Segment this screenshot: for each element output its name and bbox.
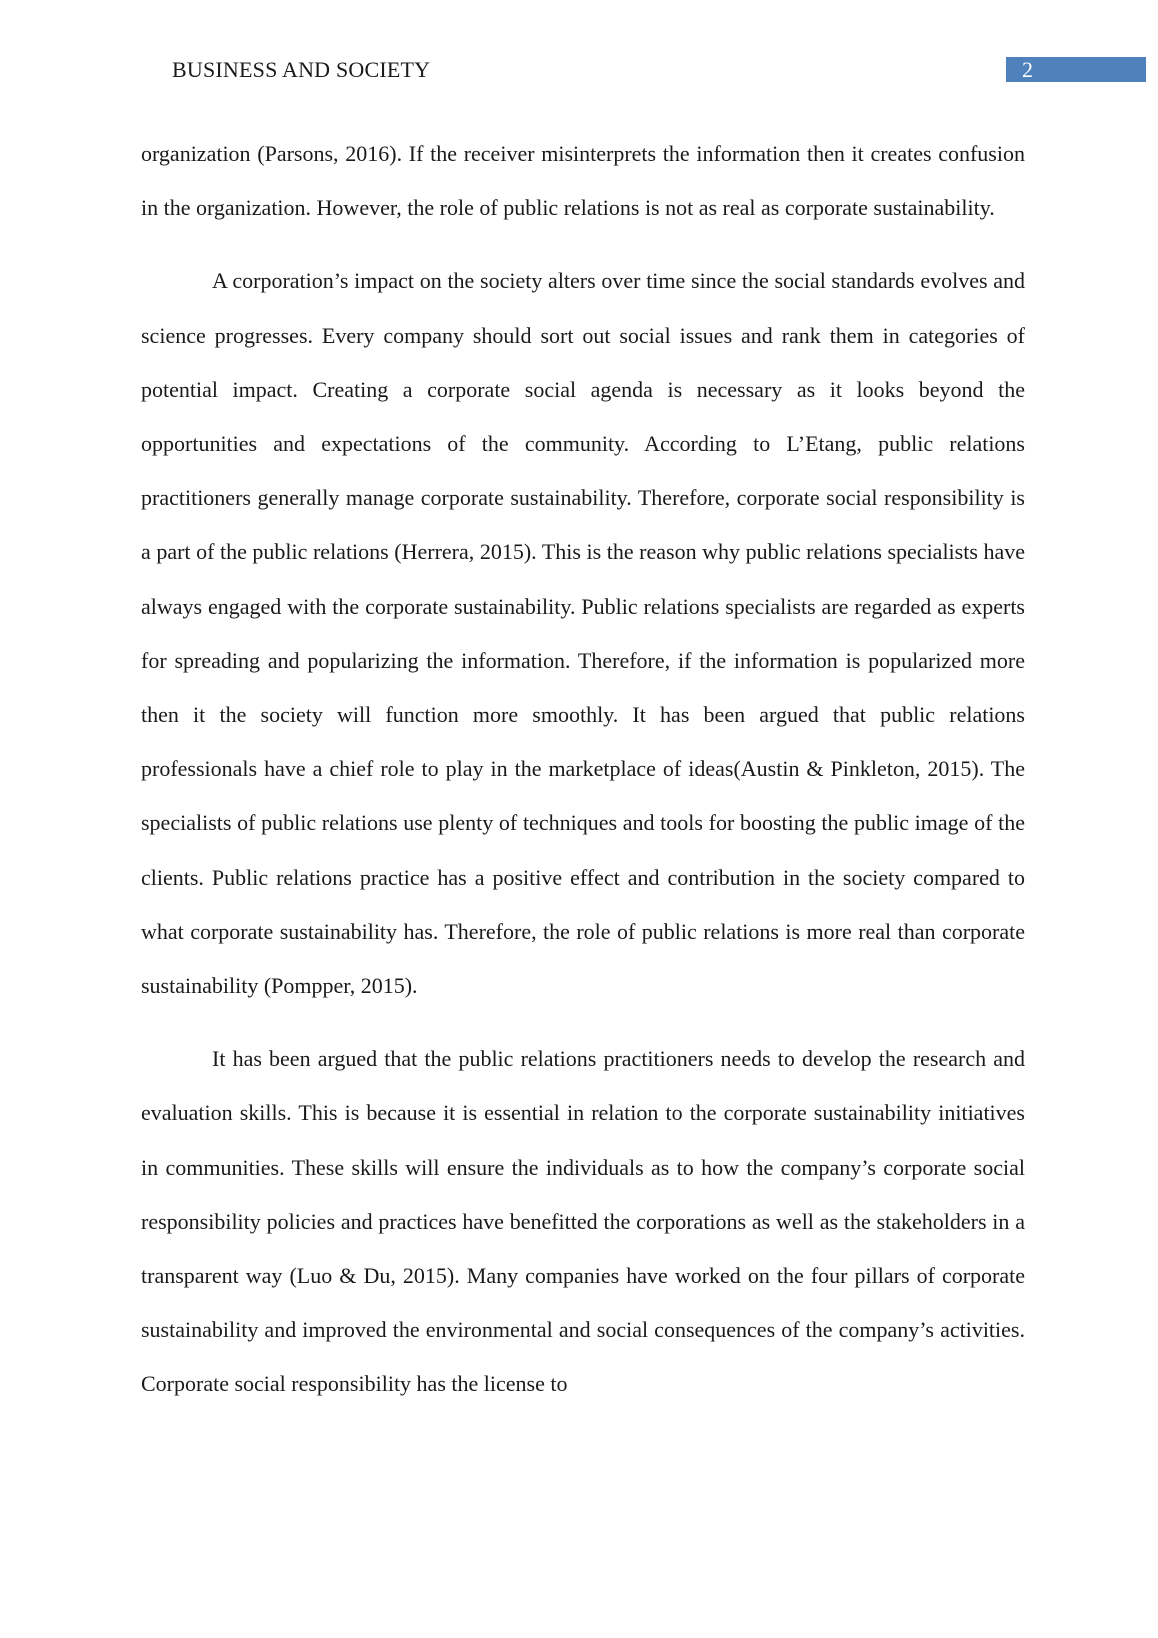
paragraph-continuation: organization (Parsons, 2016). If the receiver misinterprets the information then it creates confusion in the organization. However, the role of public relations is not as real as corporate sustainability.: [141, 141, 1025, 221]
document-body: [141, 127, 1025, 1412]
running-head-title: BUSINESS AND SOCIETY: [172, 57, 431, 82]
paragraph-corporate-impact: A corporation’s impact on the society alters over time since the social standards evolves and science progresses. Every company should sort out social issues and rank them in categories of potential impact. Creating a corporate social agenda is necessary as it looks beyond the opportunities and expectations of the community. According to L’Etang, public relations practitioners generally manage corporate sustainability. Therefore, corporate social responsibility is a part of the public relations (Herrera, 2015). This is the reason why public relations specialists have always engaged with the corporate sustainability. Public relations specialists are regarded as experts for spreading and popularizing the information. Therefore, if the information is popularized more then it the society will function more smoothly. It has been argued that public relations professionals have a chief role to play in the marketplace of ideas(Austin & Pinkleton, 2015). The specialists of public relations use plenty of techniques and tools for boosting the public image of the clients. Public relations practice has a positive effect and contribution in the society compared to what corporate sustainability has. Therefore, the role of public relations is more real than corporate sustainability (Pompper, 2015).: [141, 268, 1025, 999]
paragraph-research-skills: It has been argued that the public relations practitioners needs to develop the research and evaluation skills. This is because it is essential in relation to the corporate sustainability initiatives in communities. These skills will ensure the individuals as to how the company’s corporate social responsibility policies and practices have benefitted the corporations as well as the stakeholders in a transparent way (Luo & Du, 2015). Many companies have worked on the four pillars of corporate sustainability and improved the environmental and social consequences of the company’s activities. Corporate social responsibility has the license to: [141, 1046, 1025, 1397]
page-number-box: [1006, 57, 1146, 82]
page-number: 2: [1022, 57, 1033, 82]
